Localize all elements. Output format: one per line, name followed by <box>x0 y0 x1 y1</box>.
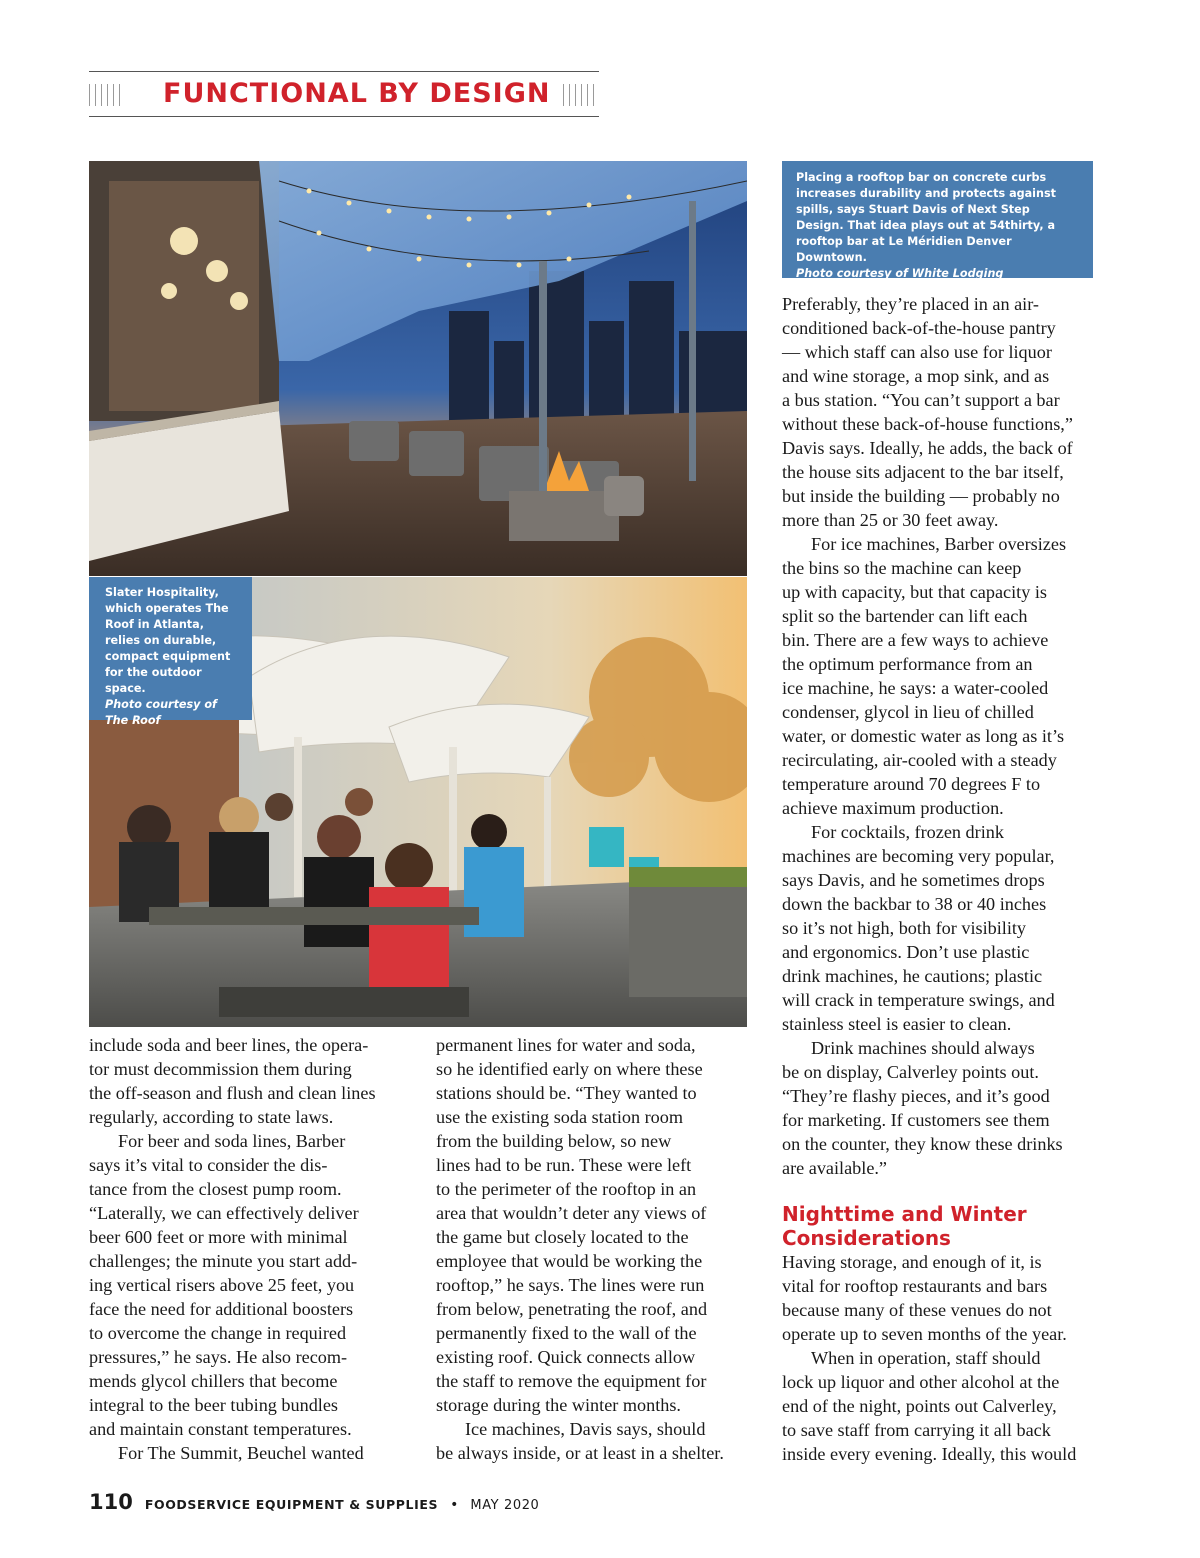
photo-rooftop-bar-dusk <box>89 161 747 576</box>
paragraph: For ice machines, Barber oversizes the bins so the machine can keep up with capacity, but that capacity is split so the bartender can lift each bin. There are a few ways to achieve the optimum performance from an ice machine, he says: a water-cooled condenser, glycol in lieu of chilled water, or domestic water as long as it’s recirculating, air-cooled with a steady temperature around 70 degrees F to achieve maximum production. <box>782 534 1067 818</box>
footer-separator: • <box>450 1497 459 1513</box>
section-header <box>89 71 599 117</box>
paragraph: For The Summit, Beuchel wanted <box>118 1443 364 1463</box>
article-column-1 <box>89 1033 407 1465</box>
section-subheading: Nighttime and Winter Considerations <box>782 1202 1027 1250</box>
paragraph: For beer and soda lines, Barber says it’s vital to consider the dis- tance from the closest pump room. “Laterally, we can effectively deliver beer 600 feet or more with minimal challenges; the minute you start add- ing vertical risers above 25 feet, you face the need for additional boosters to overcome the change in required pressures,” he says. He also recom- mends glycol chillers that become integral to the beer tubing bundles and maintain constant temperatures. <box>89 1131 359 1439</box>
article-column-2 <box>436 1033 754 1465</box>
paragraph: Drink machines should always be on display, Calverley points out. “They’re flashy pieces, and it’s good for marketing. If customers see them on the counter, they know these drinks are available.” <box>782 1038 1063 1178</box>
article-column-3 <box>782 292 1100 1466</box>
caption-credit: Photo courtesy of The Roof <box>105 698 217 727</box>
header-decoration-left <box>89 84 125 106</box>
header-decoration-right <box>563 84 599 106</box>
paragraph: Preferably, they’re placed in an air- conditioned back-of-the-house pantry — which staff can also use for liquor and wine storage, a mop sink, and as a bus station. “You can’t support a bar without these back-of-house functions,” Davis says. Ideally, he adds, the back of the house sits adjacent to the bar itself, but inside the building — probably no more than 25 or 30 feet away. <box>782 294 1073 530</box>
paragraph: Ice machines, Davis says, should be always inside, or at least in a shelter. <box>436 1419 724 1463</box>
paragraph: permanent lines for water and soda, so he identified early on where these stations should be. “They wanted to use the existing soda station room from the building below, so new lines had to be run. These were left to the perimeter of the rooftop in an area that wouldn’t deter any views of the game but closely located to the employee that would be working the rooftop,” he says. The lines were run from below, penetrating the roof, and permanently fixed to the wall of the existing roof. Quick connects allow the staff to remove the equipment for storage during the winter months. <box>436 1035 708 1415</box>
caption-text: Placing a rooftop bar on concrete curbs increases durability and protects against spills, says Stuart Davis of Next Step Design. That idea plays out at 54thirty, a rooftop bar at Le Méridien Denver Downtown. <box>796 171 1056 264</box>
magazine-name: FOODSERVICE EQUIPMENT & SUPPLIES <box>144 1497 439 1512</box>
photo-caption-54thirty <box>782 161 1093 278</box>
issue-date: MAY 2020 <box>470 1498 540 1513</box>
page-footer <box>89 1490 789 1520</box>
paragraph: Having storage, and enough of it, is vital for rooftop restaurants and bars because many of these venues do not operate up to seven months of the year. <box>782 1252 1067 1344</box>
page-number: 110 <box>89 1490 133 1514</box>
section-title: FUNCTIONAL BY DESIGN <box>163 78 551 109</box>
caption-credit: Photo courtesy of White Lodging <box>796 267 1004 280</box>
paragraph: For cocktails, frozen drink machines are becoming very popular, says Davis, and he sometimes drops down the backbar to 38 or 40 inches so it’s not high, both for visibility and ergonomics. Don’t use plastic drink machines, he cautions; plastic will crack in temperature swings, and stainless steel is easier to clean. <box>782 822 1055 1034</box>
photo-caption-the-roof <box>89 577 252 727</box>
caption-text: Slater Hospitality, which operates The Roof in Atlanta, relies on durable, compact equipment for the outdoor space. <box>105 586 231 695</box>
paragraph: When in operation, staff should lock up liquor and other alcohol at the end of the night, points out Calverley, to save staff from carrying it all back inside every evening. Ideally, this would <box>782 1348 1077 1464</box>
paragraph: include soda and beer lines, the opera- tor must decommission them during the off-season and flush and clean lines regularly, according to state laws. <box>89 1035 376 1127</box>
